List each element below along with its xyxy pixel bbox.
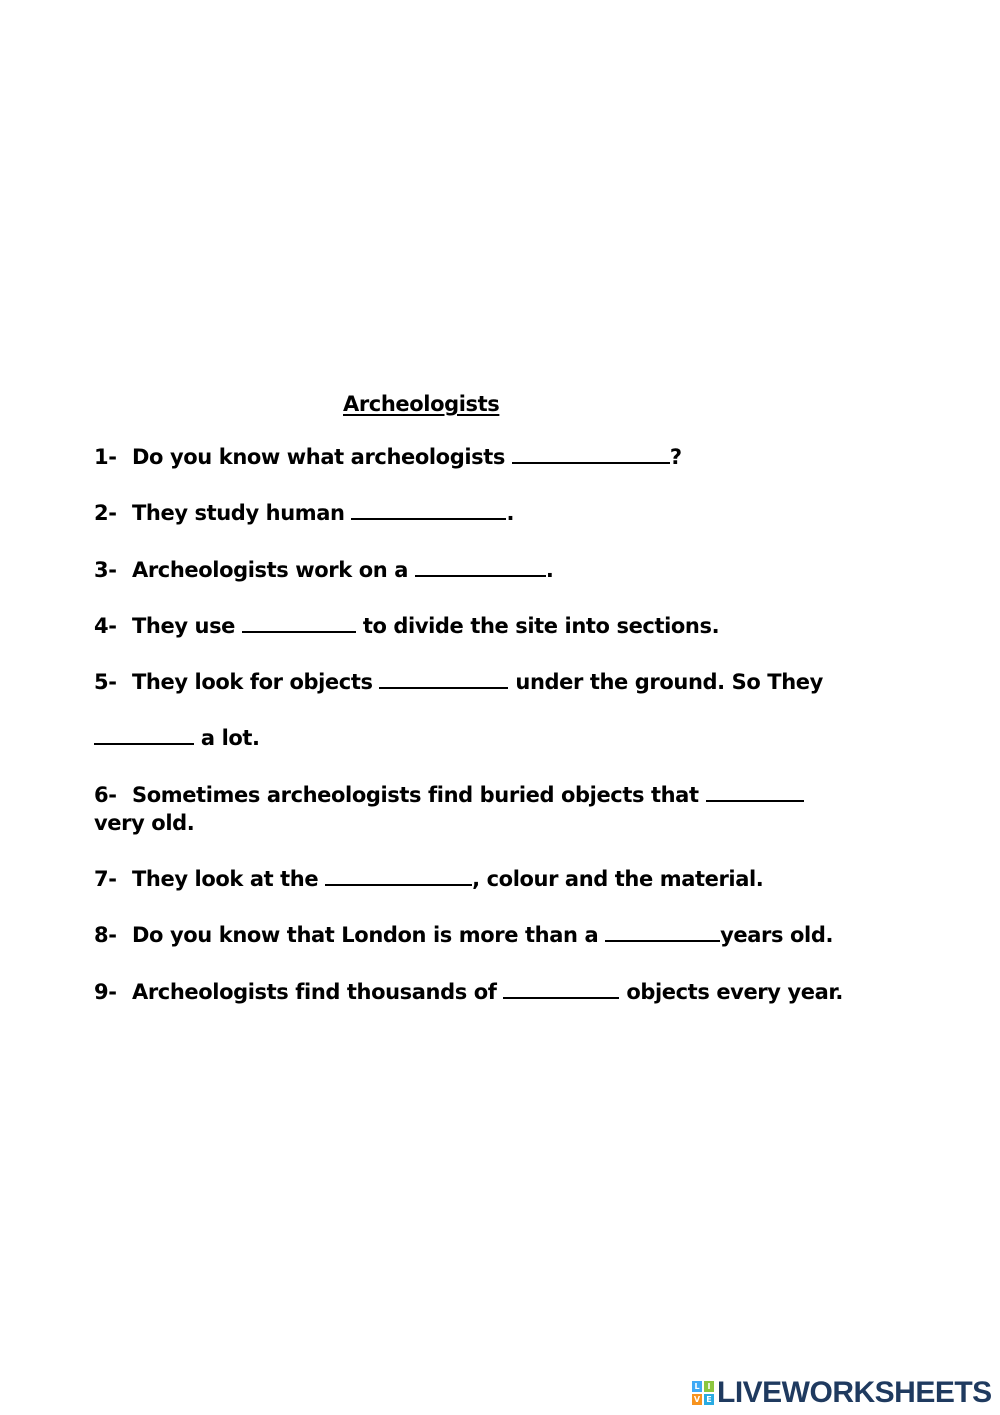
- question-text: Do you know that London is more than a: [132, 923, 606, 947]
- answer-blank-7[interactable]: [706, 784, 804, 802]
- question-text: They use: [132, 614, 242, 638]
- question-text: to divide the site into sections.: [355, 614, 720, 638]
- worksheet-title: Archeologists: [343, 392, 500, 416]
- question-8: [94, 921, 833, 949]
- logo-block: E: [704, 1394, 714, 1405]
- question-text: They look at the: [132, 867, 326, 891]
- question-number: 2-: [94, 501, 117, 525]
- question-text: years old.: [720, 923, 834, 947]
- question-6-continuation: [94, 809, 194, 837]
- answer-blank-8[interactable]: [325, 868, 472, 886]
- logo-text: LIVEWORKSHEETS: [717, 1376, 992, 1409]
- logo-block: V: [693, 1395, 701, 1404]
- answer-blank-2[interactable]: [351, 502, 506, 520]
- answer-blank-9[interactable]: [605, 924, 720, 942]
- question-7: [94, 865, 763, 893]
- answer-blank-4[interactable]: [242, 615, 356, 633]
- answer-blank-6[interactable]: [94, 727, 194, 745]
- question-text: .: [506, 501, 515, 525]
- liveworksheets-logo: [692, 1378, 992, 1408]
- question-text: They look for objects: [132, 670, 380, 694]
- question-text: Archeologists work on a: [132, 558, 415, 582]
- question-5-continuation: [94, 724, 260, 752]
- question-text: Sometimes archeologists find buried objects that: [132, 783, 706, 807]
- question-text: a lot.: [194, 726, 260, 750]
- question-text: ?: [669, 445, 682, 469]
- question-number: 4-: [94, 614, 117, 638]
- question-number: 7-: [94, 867, 117, 891]
- question-number: 1-: [94, 445, 117, 469]
- question-text: Archeologists find thousands of: [132, 980, 504, 1004]
- logo-block: L: [692, 1381, 702, 1392]
- question-6: [94, 781, 804, 809]
- question-text: .: [545, 558, 554, 582]
- answer-blank-3[interactable]: [415, 559, 546, 577]
- question-2: [94, 499, 514, 527]
- logo-blocks-icon: [692, 1381, 714, 1405]
- question-4: [94, 612, 719, 640]
- question-number: 9-: [94, 980, 117, 1004]
- question-text: under the ground. So They: [508, 670, 823, 694]
- question-1: [94, 443, 682, 471]
- answer-blank-10[interactable]: [503, 981, 619, 999]
- answer-blank-1[interactable]: [512, 446, 670, 464]
- question-number: 3-: [94, 558, 117, 582]
- question-number: 6-: [94, 783, 117, 807]
- answer-blank-5[interactable]: [379, 671, 508, 689]
- question-text: objects every year.: [619, 980, 843, 1004]
- question-number: 5-: [94, 670, 117, 694]
- question-9: [94, 978, 843, 1006]
- question-text: , colour and the material.: [472, 867, 764, 891]
- question-number: 8-: [94, 923, 117, 947]
- question-3: [94, 556, 554, 584]
- question-text: very old.: [94, 811, 195, 835]
- logo-block: I: [704, 1381, 714, 1392]
- question-text: They study human: [132, 501, 352, 525]
- question-text: Do you know what archeologists: [132, 445, 512, 469]
- question-5: [94, 668, 823, 696]
